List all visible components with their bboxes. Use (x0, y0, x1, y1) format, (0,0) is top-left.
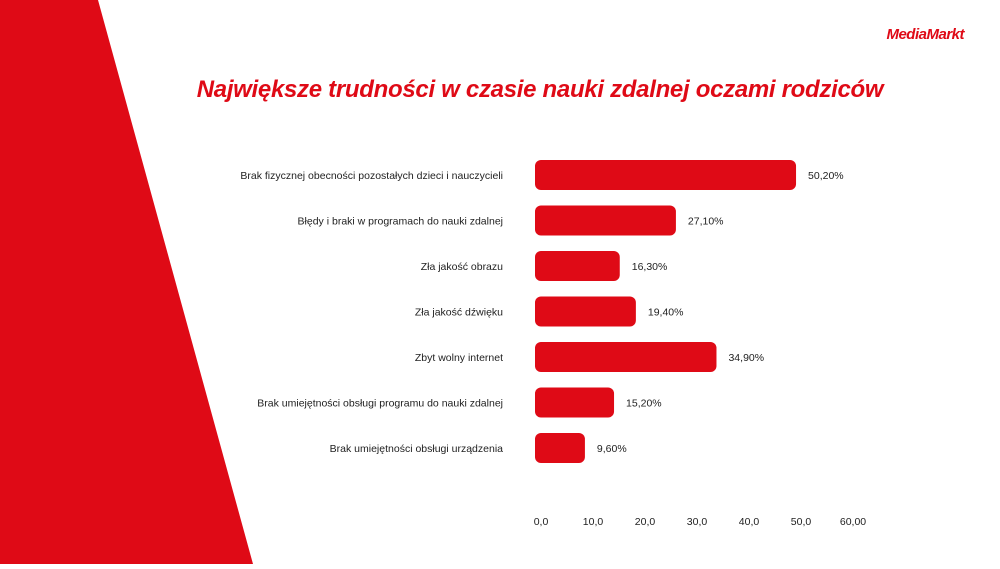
bar (535, 388, 614, 418)
bar (535, 433, 585, 463)
x-tick-label: 50,0 (790, 516, 812, 528)
bar (535, 342, 716, 372)
value-label: 16,30% (631, 261, 668, 273)
category-label: Brak umiejętności obsługi urządzenia (329, 443, 503, 455)
bar (535, 206, 676, 236)
value-label: 19,40% (647, 306, 684, 319)
category-label: Brak umiejętności obsługi programu do nauki zdalnej (257, 397, 503, 410)
bar (535, 297, 636, 327)
x-tick-label: 30,0 (686, 516, 708, 528)
x-tick-label: 20,0 (634, 516, 656, 528)
category-label: Błędy i braki w programach do nauki zdalnej (297, 215, 503, 228)
value-label: 27,10% (687, 215, 724, 228)
value-label: 15,20% (626, 397, 662, 410)
value-label: 34,90% (728, 352, 765, 364)
mediamarkt-logo: MediaMarkt (886, 26, 964, 43)
category-label: Zła jakość obrazu (420, 261, 503, 273)
x-tick-label: 0,0 (533, 516, 549, 528)
value-label: 9,60% (596, 443, 627, 455)
x-tick-label: 10,0 (582, 516, 604, 528)
x-tick-label: 40,0 (738, 516, 760, 528)
chart-title: Największe trudności w czasie nauki zdalnej oczami rodziców (196, 76, 884, 103)
category-label: Brak fizycznej obecności pozostałych dzieci i nauczycieli (240, 170, 503, 182)
category-label: Zła jakość dźwięku (414, 306, 503, 319)
bar (535, 251, 620, 281)
bar (535, 160, 796, 190)
category-label: Zbyt wolny internet (414, 352, 503, 364)
value-label: 50,20% (808, 170, 844, 182)
x-tick-label: 60,00 (839, 516, 867, 528)
